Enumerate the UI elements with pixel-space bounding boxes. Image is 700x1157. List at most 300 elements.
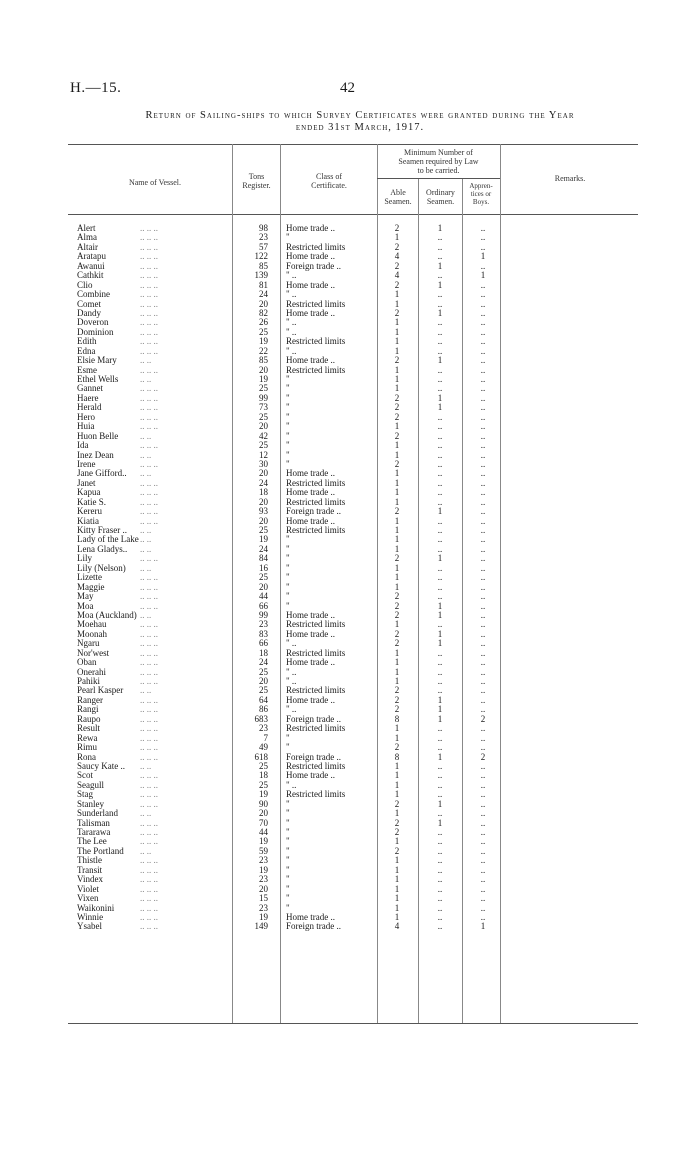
apprentices: .. (480, 732, 486, 743)
table-bottom-rule (68, 1023, 638, 1024)
tons-register: 44 (259, 591, 268, 602)
able-seamen: 1 (394, 345, 400, 356)
vessel-name: Moonah (77, 628, 107, 639)
able-seamen: 1 (394, 298, 400, 309)
able-seamen: 2 (394, 742, 400, 753)
able-seamen: 1 (394, 487, 400, 498)
ordinary-seamen: .. (437, 289, 443, 300)
ordinary-seamen: .. (437, 317, 443, 328)
vessel-name: Kapua (77, 487, 101, 498)
tons-register: 24 (259, 543, 268, 554)
vessel-name: Comet (77, 298, 101, 309)
tons-register: 25 (259, 440, 268, 451)
vessel-name: Cathkit (77, 270, 104, 281)
leader-dots: .. .. .. (140, 289, 158, 300)
ordinary-seamen: 1 (437, 600, 443, 611)
vessel-name: Maggie (77, 581, 105, 592)
table-row (0, 875, 700, 884)
leader-dots: .. .. .. (140, 827, 158, 837)
table-row (0, 743, 700, 752)
leader-dots: .. .. .. (140, 251, 158, 262)
ordinary-seamen: .. (437, 458, 443, 469)
col-header-app-l2: tices or (470, 190, 492, 198)
leader-dots: .. .. (140, 449, 152, 460)
leader-dots: .. .. .. (140, 713, 158, 724)
ordinary-seamen: .. (437, 723, 443, 734)
certificate-class: " .. (286, 289, 297, 300)
ordinary-seamen: .. (437, 676, 443, 686)
ordinary-seamen: .. (437, 760, 443, 771)
page-number: 42 (340, 80, 355, 96)
certificate-class: " (286, 392, 290, 403)
certificate-class: Home trade .. (286, 487, 335, 498)
apprentices: .. (480, 383, 486, 394)
ordinary-seamen: .. (437, 581, 443, 592)
ordinary-seamen: .. (437, 421, 443, 432)
certificate-class: " (286, 449, 290, 460)
leader-dots: .. .. .. (140, 421, 158, 432)
ordinary-seamen: .. (437, 487, 443, 498)
ordinary-seamen: .. (437, 440, 443, 451)
ordinary-seamen: 1 (437, 751, 443, 762)
leader-dots: .. .. .. (140, 911, 158, 922)
col-header-app-l3: Boys. (472, 198, 490, 206)
vessel-name: Winnie (77, 911, 104, 922)
ordinary-seamen: .. (437, 515, 443, 526)
certificate-class: Restricted limits (286, 336, 346, 347)
ordinary-seamen: .. (437, 251, 443, 262)
certificate-class: Restricted limits (286, 496, 346, 507)
header-bottom-rule (68, 214, 638, 215)
leader-dots: .. .. .. (140, 921, 158, 932)
tons-register: 20 (259, 468, 268, 479)
table-row (0, 762, 700, 771)
able-seamen: 2 (394, 402, 400, 413)
vessel-name: Janet (77, 477, 96, 488)
ordinary-seamen: .. (437, 430, 443, 441)
leader-dots: .. .. .. (140, 732, 158, 743)
able-seamen: 1 (394, 808, 400, 819)
ordinary-seamen: 1 (437, 553, 443, 564)
leader-dots: .. .. (140, 355, 152, 366)
certificate-class: " (286, 421, 290, 432)
certificate-class: Restricted limits (286, 685, 346, 696)
table-row (0, 413, 700, 422)
vessel-name: Rona (77, 751, 96, 762)
ordinary-seamen: .. (437, 789, 443, 800)
certificate-class: Home trade .. (286, 694, 335, 705)
leader-dots: .. .. .. (140, 789, 158, 800)
leader-dots: .. .. (140, 374, 152, 384)
tons-register: 66 (259, 600, 268, 611)
certificate-class: " .. (286, 704, 297, 715)
able-seamen: 2 (394, 553, 400, 564)
apprentices: .. (480, 685, 486, 696)
tons-register: 20 (259, 581, 268, 592)
vessel-name: Esme (77, 364, 97, 375)
certificate-class: Restricted limits (286, 789, 346, 800)
able-seamen: 1 (394, 543, 400, 554)
leader-dots: .. .. .. (140, 487, 158, 498)
certificate-class: " (286, 883, 290, 894)
able-seamen: 1 (394, 364, 400, 375)
table-row (0, 904, 700, 913)
vessel-name: Irene (77, 458, 96, 469)
able-seamen: 1 (394, 515, 400, 526)
able-seamen: 2 (394, 704, 400, 715)
table-row (0, 290, 700, 299)
col-header-able-l2: Seamen. (384, 197, 412, 206)
apprentices: .. (480, 808, 486, 819)
vessel-name: Dandy (77, 307, 101, 318)
certificate-class: " .. (286, 270, 297, 281)
vessel-name: Nor'west (77, 647, 110, 658)
table-row (0, 913, 700, 922)
vessel-name: Ngaru (77, 638, 100, 649)
able-seamen: 1 (394, 789, 400, 800)
certificate-class: " (286, 374, 290, 384)
ordinary-seamen: .. (437, 534, 443, 545)
certificate-class: " (286, 893, 290, 904)
tons-register: 23 (259, 619, 268, 630)
table-row (0, 630, 700, 639)
ordinary-seamen: .. (437, 232, 443, 243)
certificate-class: " .. (286, 317, 297, 328)
certificate-class: Restricted limits (286, 298, 346, 309)
leader-dots: .. .. .. (140, 619, 158, 630)
leader-dots: .. .. .. (140, 336, 158, 347)
able-seamen: 1 (394, 562, 400, 573)
able-seamen: 1 (394, 855, 400, 866)
apprentices: .. (480, 317, 486, 328)
able-seamen: 2 (394, 798, 400, 809)
apprentices: .. (480, 723, 486, 734)
tons-register: 23 (259, 902, 268, 913)
leader-dots: .. .. .. (140, 440, 158, 451)
able-seamen: 1 (394, 383, 400, 394)
able-seamen: 1 (394, 326, 400, 337)
tons-register: 25 (259, 525, 268, 535)
apprentices: .. (480, 458, 486, 469)
vessel-name: Onerahi (77, 666, 106, 677)
vessel-name: Vindex (77, 874, 103, 885)
able-seamen: 1 (394, 619, 400, 630)
able-seamen: 1 (394, 572, 400, 583)
ordinary-seamen: .. (437, 685, 443, 696)
leader-dots: .. .. (140, 845, 152, 856)
apprentices: .. (480, 845, 486, 856)
leader-dots: .. .. .. (140, 477, 158, 488)
certificate-class: " .. (286, 676, 297, 686)
apprentices: .. (480, 619, 486, 630)
col-header-ord-l1: Ordinary (426, 188, 455, 197)
ordinary-seamen: .. (437, 364, 443, 375)
leader-dots: .. .. .. (140, 694, 158, 705)
able-seamen: 4 (394, 270, 400, 281)
certificate-class: Home trade .. (286, 515, 335, 526)
certificate-class: Home trade .. (286, 223, 335, 233)
table-row (0, 479, 700, 488)
apprentices: .. (480, 864, 486, 875)
tons-register: 30 (259, 458, 268, 469)
tons-register: 19 (259, 864, 268, 875)
table-row (0, 847, 700, 856)
tons-register: 20 (259, 421, 268, 432)
vessel-name: Edith (77, 336, 97, 347)
leader-dots: .. .. .. (140, 392, 158, 403)
ordinary-seamen: .. (437, 496, 443, 507)
col-header-min-l2: Seamen required by Law (398, 157, 479, 166)
leader-dots: .. .. .. (140, 223, 158, 233)
vessel-table-body (0, 224, 700, 932)
table-row (0, 592, 700, 601)
certificate-class: " (286, 864, 290, 875)
ordinary-seamen: .. (437, 411, 443, 422)
apprentices: .. (480, 402, 486, 413)
apprentices: .. (480, 704, 486, 715)
tons-register: 20 (259, 883, 268, 894)
tons-register: 23 (259, 723, 268, 734)
tons-register: 12 (259, 449, 268, 460)
tons-register: 25 (259, 779, 268, 790)
tons-register: 139 (254, 270, 268, 281)
tons-register: 42 (259, 430, 268, 441)
tons-register: 25 (259, 685, 268, 696)
apprentices: .. (480, 430, 486, 441)
apprentices: 2 (480, 751, 486, 762)
col-header-min-seamen (377, 148, 500, 175)
able-seamen: 2 (394, 638, 400, 649)
apprentices: .. (480, 392, 486, 403)
apprentices: .. (480, 638, 486, 649)
able-seamen: 2 (394, 609, 400, 620)
table-row (0, 300, 700, 309)
apprentices: .. (480, 911, 486, 922)
tons-register: 23 (259, 874, 268, 885)
apprentices: .. (480, 657, 486, 668)
able-seamen: 1 (394, 289, 400, 300)
tons-register: 20 (259, 676, 268, 686)
able-seamen: 2 (394, 827, 400, 837)
certificate-class: Home trade .. (286, 468, 335, 479)
tons-register: 85 (259, 355, 268, 366)
tons-register: 618 (254, 751, 268, 762)
vessel-name: Raupo (77, 713, 101, 724)
ordinary-seamen: 1 (437, 307, 443, 318)
table-row (0, 507, 700, 516)
col-header-tons-l1: Tons (248, 172, 265, 181)
tons-register: 20 (259, 808, 268, 819)
apprentices: .. (480, 827, 486, 837)
tons-register: 64 (259, 694, 268, 705)
ordinary-seamen: 1 (437, 279, 443, 290)
able-seamen: 2 (394, 845, 400, 856)
table-row (0, 696, 700, 705)
able-seamen: 2 (394, 307, 400, 318)
certificate-class: " (286, 798, 290, 809)
leader-dots: .. .. (140, 562, 152, 573)
table-row (0, 403, 700, 412)
able-seamen: 2 (394, 591, 400, 602)
vessel-name: Seagull (77, 779, 104, 790)
tons-register: 23 (259, 232, 268, 243)
vessel-name: Sunderland (77, 808, 118, 819)
vessel-name: Huia (77, 421, 95, 432)
apprentices: .. (480, 496, 486, 507)
apprentices: .. (480, 232, 486, 243)
certificate-class: " .. (286, 779, 297, 790)
certificate-class: " (286, 232, 290, 243)
tons-register: 18 (259, 487, 268, 498)
leader-dots: .. .. .. (140, 591, 158, 602)
table-row (0, 469, 700, 478)
ordinary-seamen: .. (437, 827, 443, 837)
certificate-class: " (286, 874, 290, 885)
table-title (50, 110, 670, 134)
col-header-remarks: Remarks. (554, 174, 586, 183)
ordinary-seamen: .. (437, 468, 443, 479)
certificate-class: Restricted limits (286, 477, 346, 488)
leader-dots: .. .. .. (140, 770, 158, 781)
able-seamen: 8 (394, 751, 400, 762)
leader-dots: .. .. .. (140, 270, 158, 281)
able-seamen: 1 (394, 421, 400, 432)
able-seamen: 1 (394, 666, 400, 677)
tons-register: 19 (259, 336, 268, 347)
able-seamen: 2 (394, 685, 400, 696)
ordinary-seamen: .. (437, 619, 443, 630)
vessel-name: Lady of the Lake (77, 534, 139, 545)
able-seamen: 1 (394, 477, 400, 488)
apprentices: .. (480, 364, 486, 375)
ordinary-seamen: .. (437, 732, 443, 743)
certificate-class: " (286, 543, 290, 554)
certificate-class: Foreign trade .. (286, 506, 341, 517)
able-seamen: 2 (394, 430, 400, 441)
vessel-name: Thistle (77, 855, 102, 866)
leader-dots: .. .. .. (140, 883, 158, 894)
leader-dots: .. .. .. (140, 874, 158, 885)
able-seamen: 2 (394, 694, 400, 705)
table-row (0, 384, 700, 393)
leader-dots: .. .. .. (140, 902, 158, 913)
leader-dots: .. .. (140, 685, 152, 696)
vessel-name: Scot (77, 770, 94, 781)
tons-register: 20 (259, 364, 268, 375)
tons-register: 98 (259, 223, 268, 233)
ordinary-seamen: .. (437, 742, 443, 753)
certificate-class: Restricted limits (286, 647, 346, 658)
leader-dots: .. .. .. (140, 657, 158, 668)
tons-register: 86 (259, 704, 268, 715)
apprentices: .. (480, 553, 486, 564)
apprentices: .. (480, 779, 486, 790)
ordinary-seamen: 1 (437, 628, 443, 639)
tons-register: 19 (259, 911, 268, 922)
apprentices: .. (480, 666, 486, 677)
certificate-class: " (286, 383, 290, 394)
certificate-class: " (286, 808, 290, 819)
table-row (0, 233, 700, 242)
tons-register: 83 (259, 628, 268, 639)
table-row (0, 252, 700, 261)
tons-register: 18 (259, 770, 268, 781)
ordinary-seamen: .. (437, 836, 443, 847)
leader-dots: .. .. (140, 525, 152, 535)
vessel-name: Result (77, 723, 101, 734)
apprentices: .. (480, 223, 486, 233)
apprentices: 1 (480, 921, 486, 932)
col-header-apprentices (462, 182, 500, 206)
certificate-class: Home trade .. (286, 657, 335, 668)
leader-dots: .. .. .. (140, 864, 158, 875)
certificate-class: " (286, 411, 290, 422)
apprentices: .. (480, 600, 486, 611)
ordinary-seamen: .. (437, 666, 443, 677)
apprentices: .. (480, 440, 486, 451)
vessel-name: Lily (Nelson) (77, 562, 126, 573)
able-seamen: 1 (394, 449, 400, 460)
leader-dots: .. .. .. (140, 232, 158, 243)
able-seamen: 1 (394, 723, 400, 734)
able-seamen: 4 (394, 921, 400, 932)
col-header-min-l1: Minimum Number of (404, 148, 473, 157)
vessel-name: Violet (77, 883, 99, 894)
vessel-name: Stag (77, 789, 94, 800)
able-seamen: 1 (394, 770, 400, 781)
col-header-class-l1: Class of (316, 172, 342, 181)
ordinary-seamen: 1 (437, 638, 443, 649)
apprentices: .. (480, 345, 486, 356)
tons-register: 683 (254, 713, 268, 724)
certificate-class: Foreign trade .. (286, 921, 341, 932)
certificate-class: " (286, 534, 290, 545)
vessel-name: Jane Gifford.. (77, 468, 127, 479)
leader-dots: .. .. .. (140, 647, 158, 658)
ordinary-seamen: 1 (437, 609, 443, 620)
tons-register: 82 (259, 307, 268, 318)
able-seamen: 1 (394, 902, 400, 913)
col-header-min-l3: to be carried. (417, 166, 460, 175)
certificate-class: Home trade .. (286, 609, 335, 620)
apprentices: .. (480, 468, 486, 479)
vessel-name: Dominion (77, 326, 114, 337)
able-seamen: 2 (394, 223, 400, 233)
ordinary-seamen: .. (437, 298, 443, 309)
certificate-class: Home trade .. (286, 251, 335, 262)
certificate-class: Restricted limits (286, 241, 346, 252)
tons-register: 66 (259, 638, 268, 649)
certificate-class: Home trade .. (286, 355, 335, 366)
leader-dots: .. .. .. (140, 666, 158, 677)
able-seamen: 1 (394, 440, 400, 451)
ordinary-seamen: .. (437, 779, 443, 790)
ordinary-seamen: 1 (437, 817, 443, 828)
leader-dots: .. .. .. (140, 581, 158, 592)
certificate-class: " (286, 902, 290, 913)
leader-dots: .. .. .. (140, 364, 158, 375)
able-seamen: 1 (394, 336, 400, 347)
ordinary-seamen: 1 (437, 402, 443, 413)
leader-dots: .. .. .. (140, 345, 158, 356)
certificate-class: Home trade .. (286, 770, 335, 781)
ordinary-seamen: .. (437, 345, 443, 356)
ordinary-seamen: .. (437, 525, 443, 535)
leader-dots: .. .. .. (140, 628, 158, 639)
table-row (0, 885, 700, 894)
table-row (0, 734, 700, 743)
table-row (0, 583, 700, 592)
